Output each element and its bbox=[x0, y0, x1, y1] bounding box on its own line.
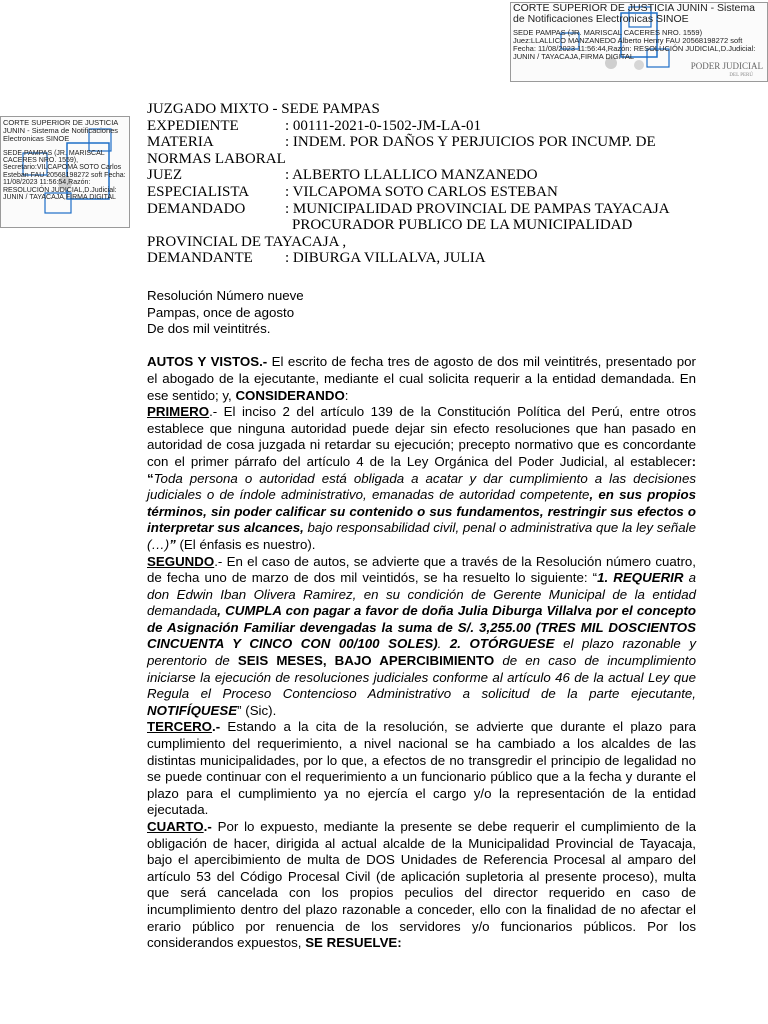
cuarto-paragraph bbox=[147, 819, 696, 952]
paragraph-text: .- bbox=[212, 719, 221, 735]
paragraph-text: .- En el caso de autos, se advierte que a través de la Resolución número cuatro, de fecha uno de marzo de dos mil veintidós, se ha resuelto lo siguiente: “ bbox=[147, 553, 696, 586]
quote-mark: ” bbox=[169, 536, 176, 552]
quoted-text: bajo responsabilidad civil, penal o administrativa que la ley señale (…) bbox=[147, 520, 696, 552]
stamp-detail-line: Fecha: 11/08/2023 11:56:44,Razón: RESOLUCIÓN JUDICIAL,D.Judicial: bbox=[513, 44, 756, 53]
quoted-text: Toda persona o autoridad está obligada a acatar y dar cumplimiento a las decisiones judiciales o de índole administrativo, emanadas de autoridad competente bbox=[147, 470, 696, 503]
stamp-detail-line: SEDE PAMPAS (JR. MARISCAL CACERES NRO. 1559) bbox=[513, 28, 703, 37]
field-label: EXPEDIENTE bbox=[147, 117, 239, 134]
quoted-emphasis: NOTIFÍQUESE bbox=[147, 702, 238, 718]
quoted-emphasis: 1. REQUERIR bbox=[597, 570, 684, 586]
field-value-continuation: PROCURADOR PUBLICO DE LA MUNICIPALIDAD bbox=[292, 217, 633, 234]
demandante-row bbox=[147, 250, 707, 267]
stamp-title: CORTE SUPERIOR DE JUSTICIA JUNIN - Sistema de Notificaciones Electronicas SINOE bbox=[3, 118, 119, 144]
field-value: : 00111-2021-0-1502-JM-LA-01 bbox=[285, 117, 481, 134]
quoted-emphasis: SEIS MESES, BAJO APERCIBIMIENTO bbox=[237, 653, 495, 669]
court-name: JUZGADO MIXTO - SEDE PAMPAS bbox=[147, 101, 380, 117]
case-header bbox=[147, 101, 707, 267]
quoted-emphasis: 2. OTÓRGUESE bbox=[449, 636, 555, 652]
resolution-number: Resolución Número nueve bbox=[147, 288, 304, 303]
paragraph-text: Estando a la cita de la resolución, se advierte que durante el plazo para cumplimiento del requerimiento, a nivel nacional se ha cambiado a los alcaldes de las distintas municipalidades, por lo que, a efectos de no transgredir el principio de legalidad no se puede continuar con el requerimiento a un funcionario público que a la fecha y durante el plazo para el cumplimiento ya no ejercía el cargo y/o la representación de la entidad ejecutada. bbox=[147, 719, 696, 818]
field-value-continuation: NORMAS LABORAL bbox=[147, 150, 286, 167]
field-value: : ALBERTO LLALLICO MANZANEDO bbox=[285, 167, 538, 184]
resolution-year: De dos mil veintitrés. bbox=[147, 321, 271, 337]
field-label: ESPECIALISTA bbox=[147, 183, 250, 200]
signature-stamp-judge bbox=[510, 2, 768, 82]
considerando-heading: CONSIDERANDO bbox=[235, 387, 345, 403]
resolution-place-date: Pampas, once de agosto bbox=[147, 304, 295, 320]
field-value: : DIBURGA VILLALVA, JULIA bbox=[285, 250, 486, 267]
poder-judicial-logo-text: PODER JUDICIAL bbox=[690, 61, 763, 71]
stamp-title-line: de Notificaciones Electronicas SINOE bbox=[513, 13, 689, 25]
paragraph-text: : “ bbox=[147, 453, 696, 486]
stamp-title-line: CORTE SUPERIOR DE JUSTICIA JUNIN - Sistema bbox=[513, 2, 755, 14]
quoted-emphasis: , en sus propios términos, sin poder calificar su contenido o sus fundamentos, restringir sus efectos o interpretar sus alcances, bbox=[147, 487, 697, 536]
tercero-paragraph bbox=[147, 719, 696, 819]
field-value: : MUNICIPALIDAD PROVINCIAL DE PAMPAS TAYACAJA bbox=[285, 200, 670, 217]
signature-stamp-secretary bbox=[0, 116, 130, 228]
field-label: JUEZ bbox=[147, 167, 182, 184]
segundo-paragraph bbox=[147, 554, 696, 720]
se-resuelve-heading: SE RESUELVE: bbox=[305, 935, 402, 951]
quoted-text: de en caso de incumplimiento iniciarse la ejecución de resoluciones judiciales conforme al artículo 46 de la actual Ley que Regula el Proceso Contencioso Administrativo a solicitud de la parte ejecutante, bbox=[147, 653, 696, 702]
paragraph-text: .- El inciso 2 del artículo 139 de la Constitución Política del Perú, entre otros establece que ninguna autoridad puede dejar sin efecto resoluciones que han pasado en autoridad de cosa juzgada ni retardar su ejecución; precepto normativo que es concordante con el primer párrafo del artículo 4 de la Ley Orgánica del Poder Judicial, al establecer bbox=[147, 404, 696, 469]
primero-heading: PRIMERO bbox=[147, 404, 210, 420]
demandado-row bbox=[147, 201, 707, 218]
expediente-row bbox=[147, 118, 707, 135]
stamp-detail-line: Juez:LLALLICO MANZANEDO Alberto Henry FAU 20568198272 soft bbox=[513, 36, 743, 45]
field-label: DEMANDANTE bbox=[147, 250, 253, 267]
field-label: MATERIA bbox=[147, 134, 214, 151]
primero-paragraph bbox=[147, 404, 696, 553]
especialista-row bbox=[147, 184, 707, 201]
paragraph-text: ” (Sic). bbox=[237, 702, 277, 718]
autos-heading: AUTOS Y VISTOS.- bbox=[147, 354, 268, 370]
cuarto-heading: CUARTO bbox=[147, 819, 204, 834]
juez-row bbox=[147, 167, 707, 184]
paragraph-text: El escrito de fecha tres de agosto de dos mil veintitrés, presentado por el abogado de la ejecutante, mediante el cual solicita requerir a la entidad demandada. En ese sentido; y, bbox=[147, 354, 696, 403]
stamp-detail: SEDE PAMPAS (JR. MARISCAL CACERES NRO. 1559), Secretario:VILCAPOMA SOTO Carlos Esteban FAU 20568198272 soft Fecha: 11/08/2023 11:56:54,Razón: RESOLUCIÓN JUDICIAL,D.Judicial: JUNIN / TAYACAJA,FIRMA DIGITAL bbox=[3, 149, 126, 202]
quoted-text: . bbox=[437, 636, 450, 652]
field-value: : VILCAPOMA SOTO CARLOS ESTEBAN bbox=[285, 183, 558, 200]
autos-paragraph bbox=[147, 354, 696, 404]
quoted-text: a don Edwin Iban Olivera Ramirez, en su condición de Gerente Municipal de la entidad demandada bbox=[147, 570, 696, 619]
resolution-body bbox=[147, 288, 696, 952]
field-value: : INDEM. POR DAÑOS Y PERJUICIOS POR INCUMP. DE bbox=[285, 134, 656, 151]
paragraph-text: .- bbox=[203, 819, 212, 834]
tercero-heading: TERCERO bbox=[147, 719, 213, 735]
segundo-heading: SEGUNDO bbox=[147, 553, 215, 569]
materia-row bbox=[147, 134, 707, 151]
quoted-text: el plazo razonable y perentorio de bbox=[147, 636, 696, 669]
field-label: DEMANDADO bbox=[147, 200, 246, 217]
quoted-emphasis: , CUMPLA con pagar a favor de doña Julia Diburga Villalva por el concepto de Asignación Familiar devengadas la suma de S/. 3,255.00 (TRES MIL DOSCIENTOS CINCUENTA Y CINCO CON 00/100 SOLES) bbox=[147, 603, 696, 652]
paragraph-text: : bbox=[344, 387, 349, 403]
field-value-continuation: PROVINCIAL DE TAYACAJA , bbox=[147, 233, 347, 250]
stamp-detail-line: JUNIN / TAYACAJA,FIRMA DIGITAL bbox=[513, 52, 634, 61]
poder-judicial-logo-subtext: DEL PERÚ bbox=[729, 73, 753, 78]
paragraph-text: Por lo expuesto, mediante la presente se debe requerir el cumplimiento de la obligación de hacer, dirigida al actual alcalde de la Municipalidad Provincial de Tayacaja, bajo el apercibimiento de multa de DOS Unidades de Referencia Procesal al amparo del artículo 53 del Código Procesal Civil (de aplicación supletoria al presente proceso), multa que será cancelada con los propios peculios del director requerido en caso de incumplimiento dentro del plazo razonable a conceder, ello con la finalidad de no afectar el erario público por renuencia de los servidores y/o funcionarios públicos. Por los considerandos expuestos, bbox=[147, 819, 696, 951]
paragraph-text: (El énfasis es nuestro). bbox=[175, 536, 316, 552]
